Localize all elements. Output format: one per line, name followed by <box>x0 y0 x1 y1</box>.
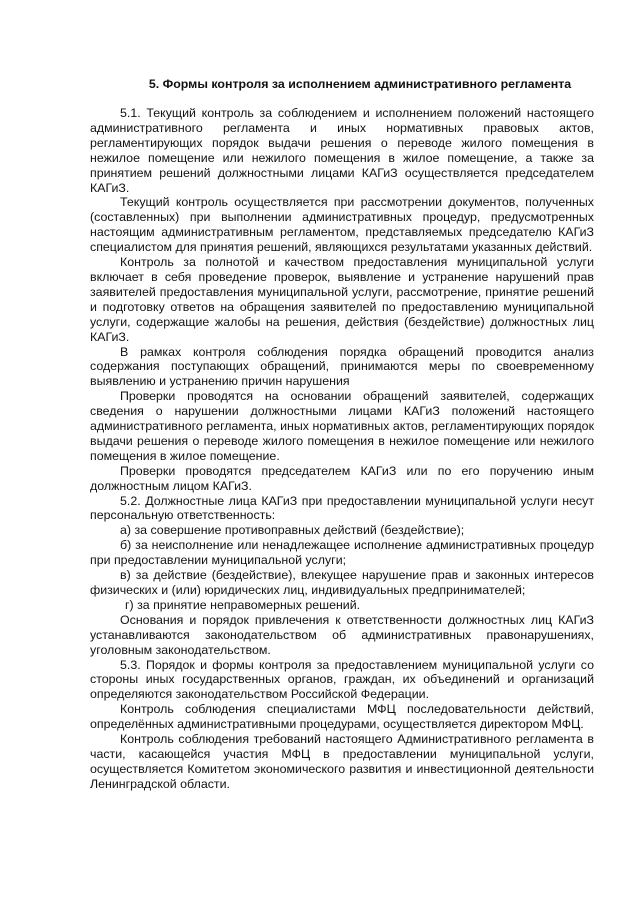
paragraph-committee-control: Контроль соблюдения требований настоящего Административного регламента в части, касающейся участия МФЦ в предоставлении муниципальной услуги, осуществляется Комитетом экономического развития и инвестиционной деятельности Ленинградской области. <box>90 732 594 791</box>
paragraph-inspections-conducted: Проверки проводятся председателем КАГиЗ или по его поручению иным должностным лицом КАГиЗ. <box>90 463 594 493</box>
paragraph-appeals-analysis: В рамках контроля соблюдения порядка обращений проводится анализ содержания поступающих обращений, принимаются меры по своевременному выявлению и устранению причин нарушения <box>90 344 594 389</box>
paragraph-mfc-control: Контроль соблюдения специалистами МФЦ последовательности действий, определённых административными процедурами, осуществляется директором МФЦ. <box>90 702 594 732</box>
paragraph-liability: Основания и порядок привлечения к ответственности должностных лиц КАГиЗ устанавливаются законодательством об административных правонарушениях, уголовным законодательством. <box>90 612 594 657</box>
paragraph-5-2: 5.2. Должностные лица КАГиЗ при предоставлении муниципальной услуги несут персональную ответственность: <box>90 493 594 523</box>
list-item-g: г) за принятие неправомерных решений. <box>125 597 361 612</box>
section-heading: 5. Формы контроля за исполнением административного регламента <box>148 77 572 91</box>
paragraph-current-control: Текущий контроль осуществляется при рассмотрении документов, полученных (составленных) при выполнении административных процедур, предусмотренных настоящим административным регламентом, представляемых председателю КАГиЗ специалистом для принятия решений, являющихся результатами указанных действий. <box>90 195 594 255</box>
list-item-v: в) за действие (бездействие), влекущее нарушение прав и законных интересов физических и (или) юридических лиц, индивидуальных предпринимателей; <box>90 568 594 597</box>
paragraph-quality-control: Контроль за полнотой и качеством предоставления муниципальной услуги включает в себя проведение проверок, выявление и устранение нарушений прав заявителей предоставления муниципальной услуги, рассмотрение, принятие решений и подготовку ответов на обращения заявителей по предоставлению муниципальной услуги, содержащие жалобы на решения, действия (бездействие) должностных лиц КАГиЗ. <box>90 255 594 344</box>
paragraph-5-3: 5.3. Порядок и формы контроля за предоставлением муниципальной услуги со стороны иных государственных органов, граждан, их объединений и организаций определяются законодательством Российской Федерации. <box>90 657 594 702</box>
list-item-a: а) за совершение противоправных действий (бездействие); <box>120 523 465 538</box>
list-item-b: б) за неисполнение или ненадлежащее исполнение административных процедур при предоставлении муниципальной услуги; <box>90 538 594 568</box>
paragraph-5-1: 5.1. Текущий контроль за соблюдением и исполнением положений настоящего административного регламента и иных нормативных правовых актов, регламентирующих порядок выдачи решения о переводе жилого помещения в нежилое помещение или нежилого помещения в жилое помещение, а также за принятием решений должностными лицами КАГиЗ осуществляется председателем КАГиЗ. <box>90 106 594 195</box>
document-body <box>90 106 594 792</box>
paragraph-inspections-basis: Проверки проводятся на основании обращений заявителей, содержащих сведения о нарушении должностными лицами КАГиЗ положений настоящего административного регламента, иных нормативных актов, регламентирующих порядок выдачи решения о переводе жилого помещения в нежилое помещение или нежилого помещения в жилое помещение. <box>90 389 594 463</box>
